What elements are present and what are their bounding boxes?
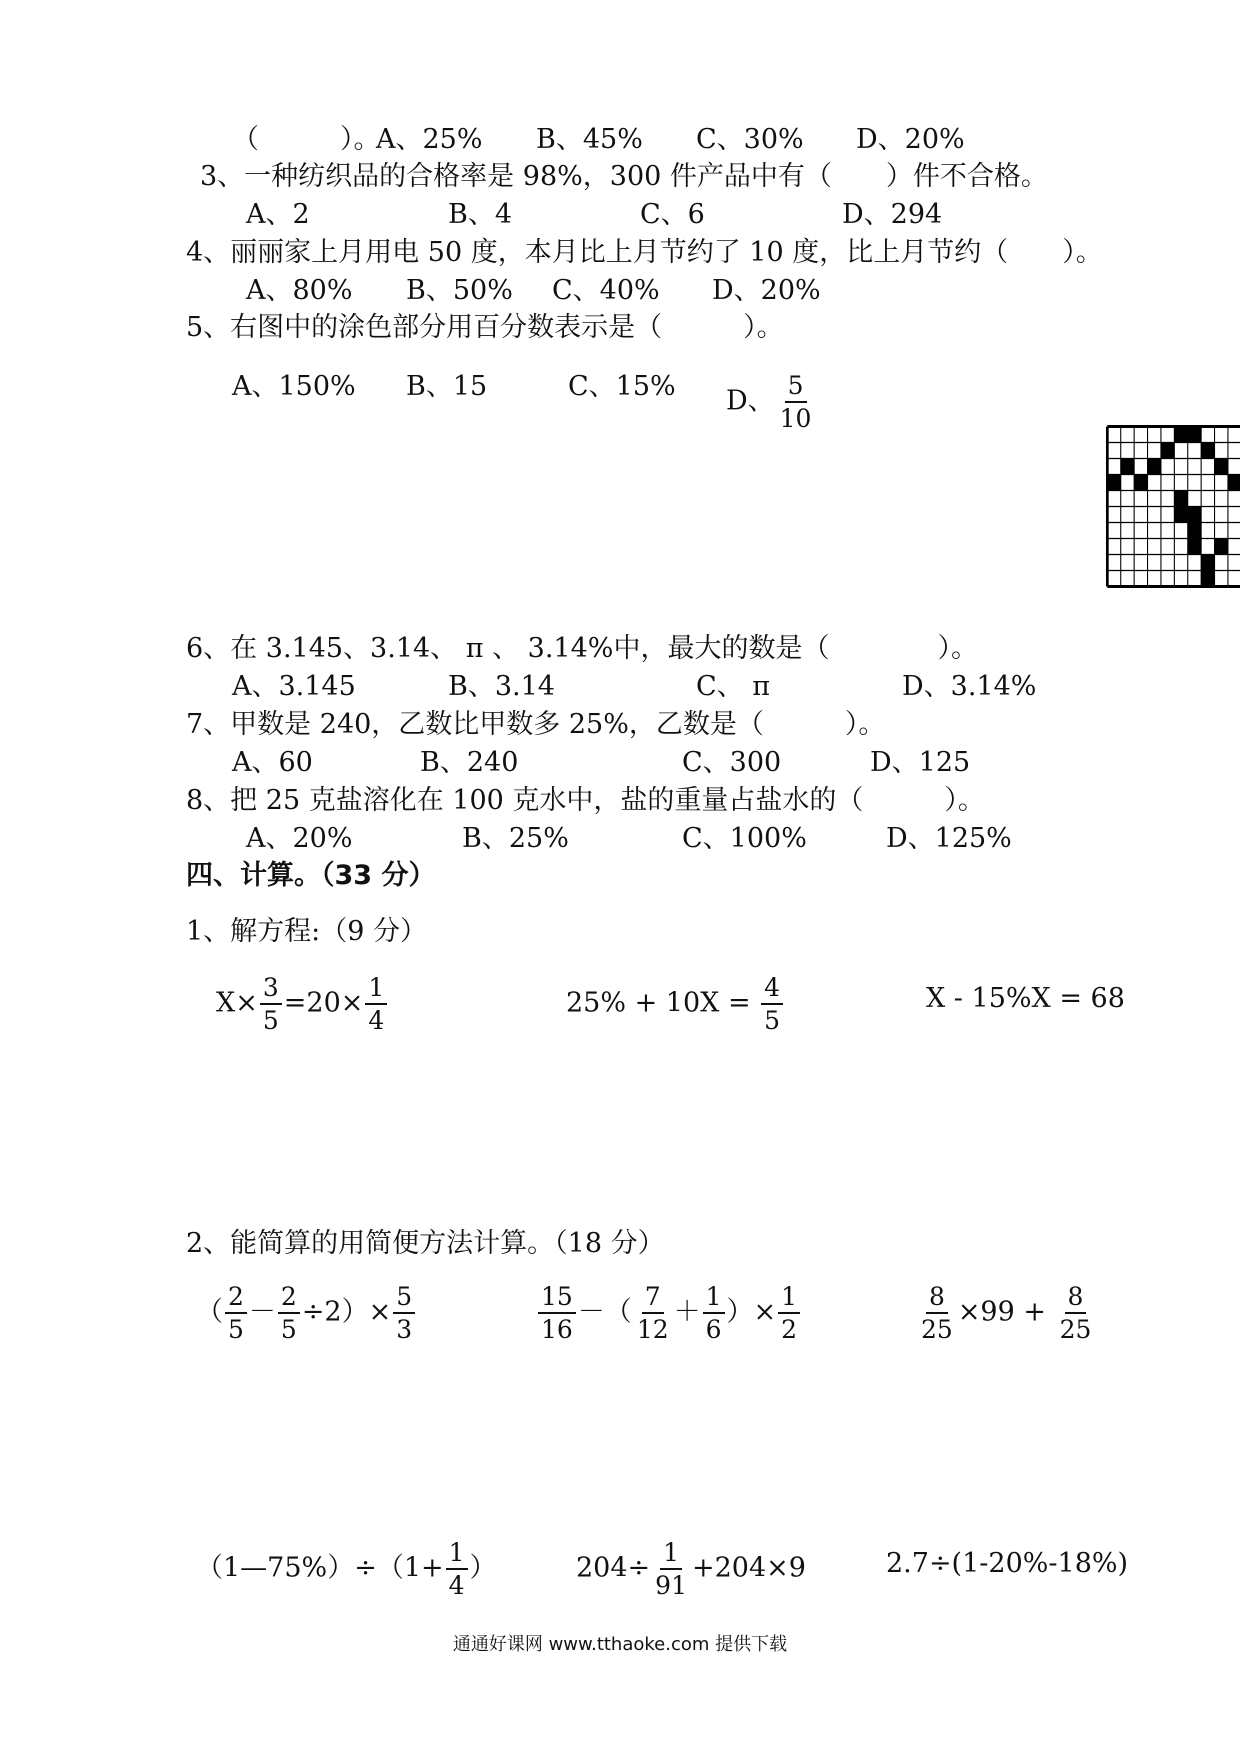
- fraction: [761, 975, 783, 1033]
- fraction: [225, 1284, 247, 1342]
- shaded-cell: [1161, 443, 1174, 459]
- fraction: [778, 1284, 800, 1342]
- fraction: [446, 1540, 468, 1598]
- option-a: A、80%: [246, 275, 353, 306]
- numerator: 1: [703, 1284, 725, 1314]
- section-title: 四、计算。（33 分）: [186, 860, 436, 891]
- numerator: 5: [393, 1284, 415, 1314]
- expr-text: ×99 +: [957, 1296, 1055, 1328]
- shaded-cell: [1215, 539, 1228, 555]
- equation-3: X - 15%X = 68: [926, 983, 1125, 1014]
- option-c: C、40%: [552, 275, 660, 306]
- part2-title: 2、能简算的用简便方法计算。（18 分）: [186, 1228, 665, 1259]
- option-c: C、6: [640, 199, 705, 230]
- option-c: C、 π: [696, 671, 770, 702]
- expr-text: 25% + 10X =: [566, 987, 760, 1019]
- shaded-cell: [1188, 539, 1201, 555]
- shaded-cell: [1107, 475, 1120, 491]
- option-c: C、300: [682, 747, 782, 778]
- option-d-label: D、: [726, 385, 775, 417]
- numerator: 4: [761, 975, 783, 1005]
- fraction: [1057, 1284, 1095, 1342]
- option-d: D、125: [870, 747, 971, 778]
- option-b: B、45%: [536, 124, 643, 155]
- expr-text: X×: [216, 987, 258, 1019]
- shaded-cell: [1174, 507, 1187, 523]
- option-b: B、15: [406, 371, 488, 402]
- option-a: A、150%: [232, 371, 356, 402]
- option-a: A、3.145: [232, 671, 356, 702]
- fraction: [652, 1540, 690, 1598]
- question-3-stem: 3、一种纺织品的合格率是 98%，300 件产品中有（ ）件不合格。: [200, 161, 1048, 192]
- shaded-cell: [1174, 427, 1187, 443]
- denominator: 91: [655, 1571, 687, 1600]
- calc-2: [536, 1284, 802, 1342]
- denominator: 5: [764, 1006, 781, 1035]
- option-a: A、2: [246, 199, 310, 230]
- option-d: D、20%: [712, 275, 821, 306]
- option-d: D、294: [842, 199, 943, 230]
- option-a: A、25%: [376, 124, 483, 155]
- option-d: [726, 373, 816, 431]
- question-7-stem: 7、甲数是 240，乙数比甲数多 25%，乙数是（ ）。: [186, 709, 886, 740]
- expr-text: （: [196, 1296, 223, 1328]
- option-a: A、60: [232, 747, 313, 778]
- option-b: B、240: [420, 747, 519, 778]
- numerator: 8: [1065, 1284, 1087, 1314]
- option-b: B、25%: [462, 823, 569, 854]
- expr-text: ＋: [673, 1296, 701, 1328]
- part1-title: 1、解方程:（9 分）: [186, 916, 428, 947]
- option-b: B、4: [448, 199, 513, 230]
- fraction: [634, 1284, 672, 1342]
- denominator: 2: [781, 1315, 798, 1344]
- numerator: 1: [365, 975, 387, 1005]
- denominator: 3: [396, 1315, 413, 1344]
- shaded-cell: [1188, 427, 1201, 443]
- denominator: 25: [1059, 1315, 1092, 1344]
- numerator: 8: [926, 1284, 948, 1314]
- expr-text: ÷2）×: [301, 1296, 392, 1328]
- expr-text: 204÷: [576, 1552, 651, 1584]
- option-b: B、50%: [406, 275, 513, 306]
- calc-5: [576, 1540, 806, 1598]
- shaded-cell: [1121, 459, 1134, 475]
- option-a: A、20%: [246, 823, 353, 854]
- numerator: 7: [642, 1284, 664, 1314]
- calc-3: [916, 1284, 1096, 1342]
- shaded-grid-figure: [1106, 425, 1240, 588]
- fraction: [538, 1284, 576, 1342]
- question-4-stem: 4、丽丽家上月用电 50 度，本月比上月节约了 10 度，比上月节约（ ）。: [186, 237, 1103, 268]
- shaded-cell: [1174, 491, 1187, 507]
- shaded-cell: [1201, 443, 1214, 459]
- expr-text: +204×9: [691, 1552, 806, 1584]
- numerator: 2: [225, 1284, 247, 1314]
- option-d: D、125%: [886, 823, 1012, 854]
- expr-text: －（: [577, 1296, 632, 1328]
- option-c: C、15%: [568, 371, 676, 402]
- shaded-cell: [1228, 475, 1240, 491]
- denominator: 25: [921, 1315, 953, 1344]
- numerator: 3: [260, 975, 282, 1005]
- equation-2: [566, 975, 785, 1033]
- expr-text: ）×: [726, 1296, 777, 1328]
- calc-1: [196, 1284, 417, 1342]
- question-8-stem: 8、把 25 克盐溶化在 100 克水中，盐的重量占盐水的（ ）。: [186, 785, 985, 816]
- numerator: 5: [785, 373, 807, 403]
- fraction: [777, 373, 815, 431]
- option-b: B、3.14: [448, 671, 555, 702]
- denominator: 12: [636, 1315, 669, 1344]
- denominator: 5: [228, 1315, 244, 1344]
- equation-1: [216, 975, 389, 1033]
- fraction: [703, 1284, 725, 1342]
- option-d: D、3.14%: [902, 671, 1037, 702]
- denominator: 4: [448, 1571, 465, 1600]
- denominator: 6: [705, 1315, 722, 1344]
- expr-text: ）: [469, 1552, 497, 1584]
- denominator: 10: [779, 404, 812, 433]
- denominator: 4: [368, 1006, 385, 1035]
- calc-6: 2.7÷(1-20%-18%): [886, 1548, 1129, 1579]
- shaded-cell: [1188, 523, 1201, 539]
- numerator: 1: [660, 1540, 682, 1570]
- expr-text: －: [248, 1296, 276, 1328]
- option-c: C、30%: [696, 124, 804, 155]
- shaded-cell: [1134, 475, 1147, 491]
- question-0-stem: （ ）。: [232, 124, 381, 155]
- numerator: 15: [538, 1284, 576, 1314]
- fraction: [918, 1284, 956, 1342]
- denominator: 5: [262, 1006, 279, 1035]
- fraction: [365, 975, 387, 1033]
- question-5-stem: 5、右图中的涂色部分用百分数表示是（ ）。: [186, 312, 784, 343]
- shaded-cell: [1188, 507, 1201, 523]
- option-c: C、100%: [682, 823, 807, 854]
- shaded-cell: [1201, 571, 1214, 587]
- expr-text: =20×: [283, 987, 364, 1019]
- fraction: [393, 1284, 415, 1342]
- fraction: [278, 1284, 300, 1342]
- denominator: 5: [280, 1315, 297, 1344]
- numerator: 1: [778, 1284, 800, 1314]
- shaded-cell: [1215, 459, 1228, 475]
- option-d: D、20%: [856, 124, 965, 155]
- calc-4: [196, 1540, 497, 1598]
- denominator: 16: [541, 1315, 573, 1344]
- question-6-stem: 6、在 3.145、3.14、 π 、 3.14%中，最大的数是（ ）。: [186, 633, 978, 664]
- footer-source: 通通好课网 www.tthaoke.com 提供下载: [452, 1634, 788, 1655]
- numerator: 2: [278, 1284, 300, 1314]
- shaded-cell: [1148, 459, 1161, 475]
- numerator: 1: [446, 1540, 468, 1570]
- shaded-cell: [1201, 555, 1214, 571]
- expr-text: （1—75%）÷（1+: [196, 1552, 444, 1584]
- fraction: [260, 975, 282, 1033]
